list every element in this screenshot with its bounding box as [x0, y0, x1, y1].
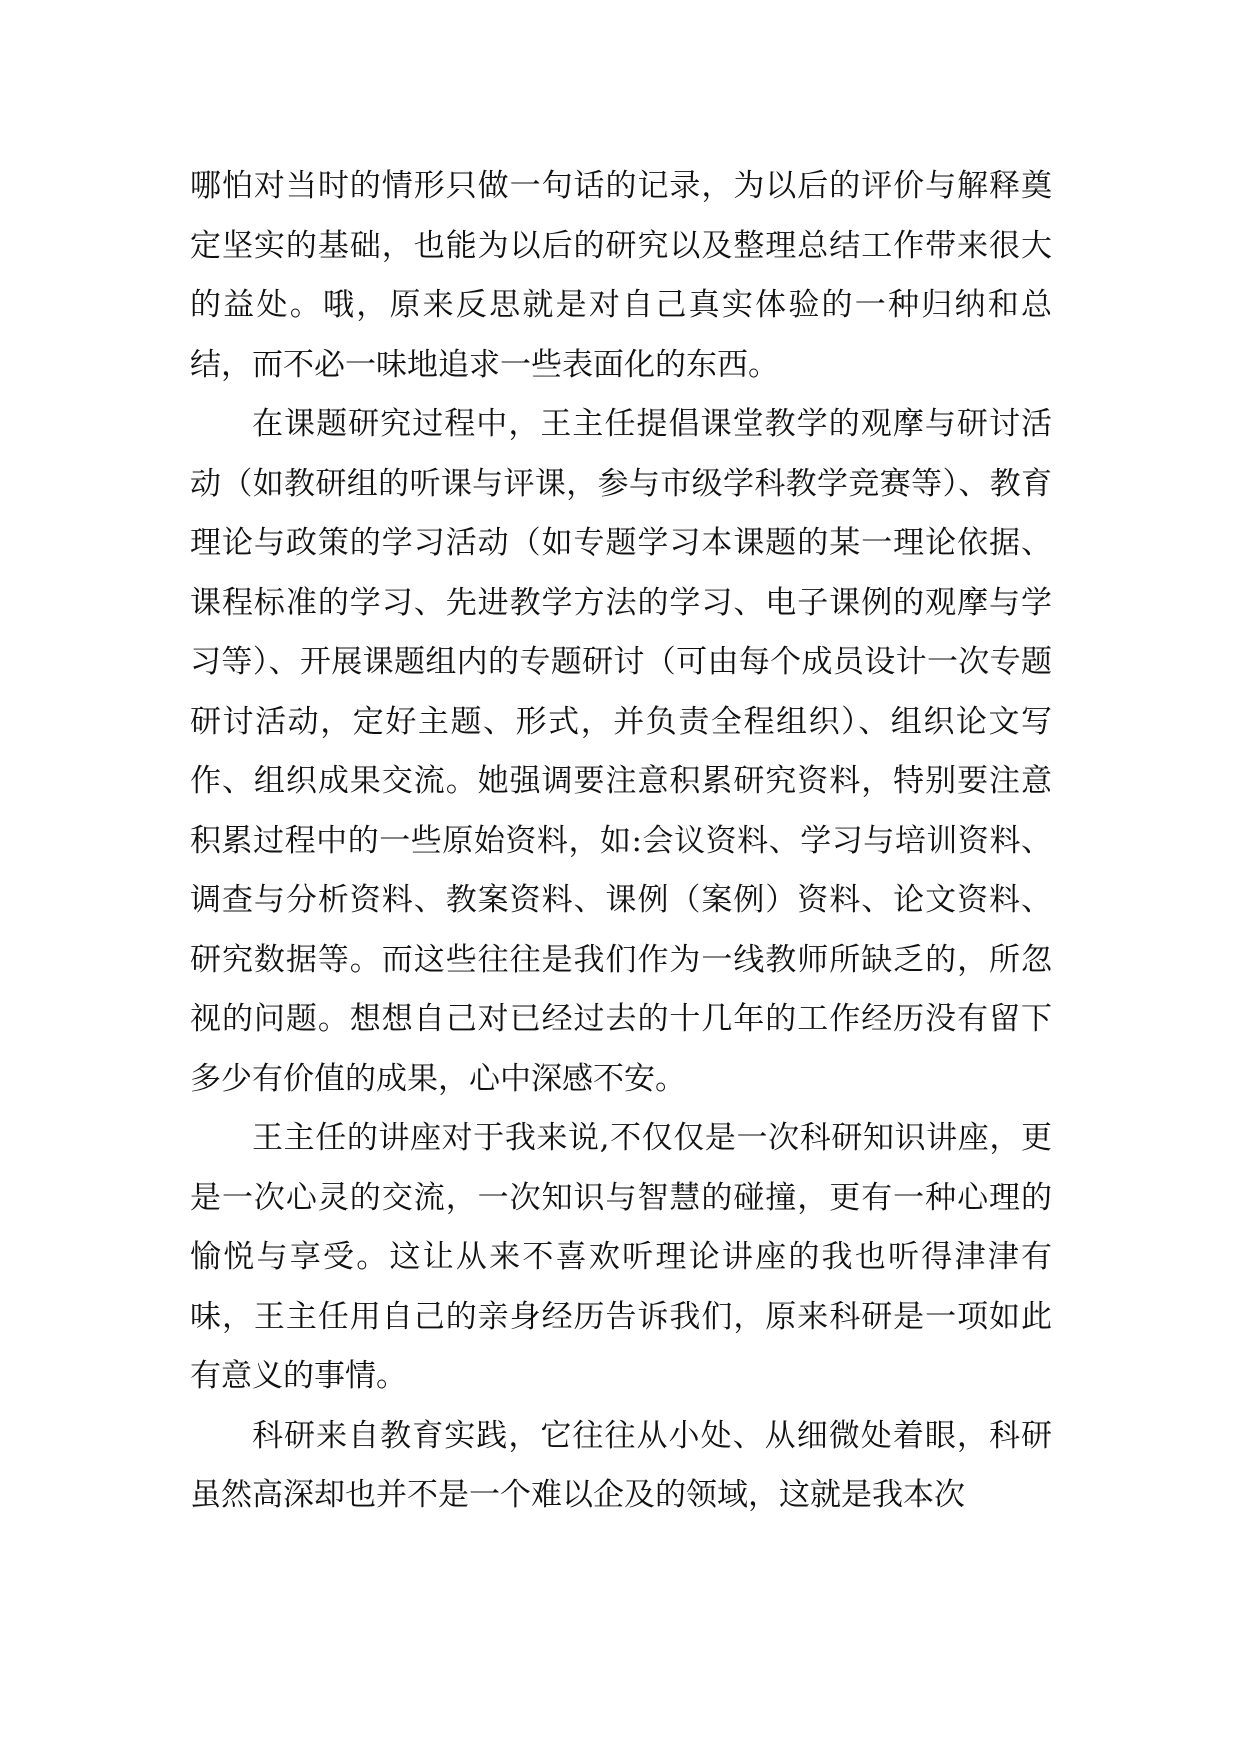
paragraph-lecture-reflection: 王主任的讲座对于我来说,不仅仅是一次科研知识讲座，更是一次心灵的交流，一次知识与智慧的碰撞，更有一种心理的愉悦与享受。这让从来不喜欢听理论讲座的我也听得津津有味，王主任用自己的亲身经历告诉我们，原来科研是一项如此有意义的事情。 — [190, 1120, 1052, 1394]
paragraph-research-practice: 科研来自教育实践，它往往从小处、从细微处着眼，科研虽然高深却也并不是一个难以企及的领域，这就是我本次 — [190, 1417, 1052, 1513]
paragraph-continued: 哪怕对当时的情形只做一句话的记录，为以后的评价与解释奠定坚实的基础，也能为以后的研究以及整理总结工作带来很大的益处。哦，原来反思就是对自己真实体验的一种归纳和总结，而不必一味地追求一些表面化的东西。 — [190, 168, 1052, 383]
document-body — [190, 157, 1052, 1526]
paragraph-research-activities: 在课题研究过程中，王主任提倡课堂教学的观摩与研讨活动（如教研组的听课与评课，参与市级学科教学竞赛等）、教育理论与政策的学习活动（如专题学习本课题的某一理论依据、课程标准的学习、先进教学方法的学习、电子课例的观摩与学习等）、开展课题组内的专题研讨（可由每个成员设计一次专题研讨活动，定好主题、形式，并负责全程组织）、组织论文写作、组织成果交流。她强调要注意积累研究资料，特别要注意积累过程中的一些原始资料，如:会议资料、学习与培训资料、调查与分析资料、教案资料、课例（案例）资料、论文资料、研究数据等。而这些往往是我们作为一线教师所缺乏的，所忽视的问题。想想自己对已经过去的十几年的工作经历没有留下多少有价值的成果，心中深感不安。 — [190, 406, 1052, 1097]
